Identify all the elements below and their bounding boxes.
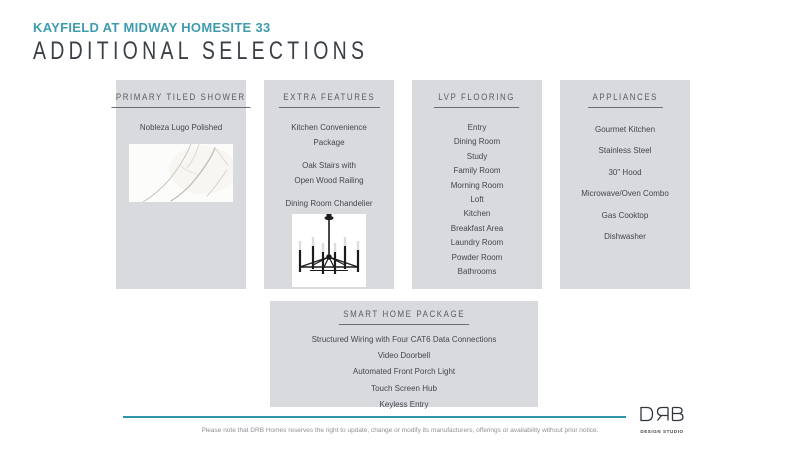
card-title: APPLIANCES xyxy=(588,92,662,108)
flooring-room-list xyxy=(412,121,542,279)
list-item: Laundry Room xyxy=(450,238,504,248)
list-item: Family Room xyxy=(453,166,501,176)
card-title: PRIMARY TILED SHOWER xyxy=(112,92,251,108)
appliance-list xyxy=(560,119,690,247)
list-item: Gourmet Kitchen xyxy=(594,125,656,134)
list-item: Structured Wiring with Four CAT6 Data Connections xyxy=(311,335,497,344)
list-item: Kitchen xyxy=(463,209,491,219)
card-title-wrap xyxy=(116,92,246,108)
list-item: 30" Hood xyxy=(608,167,642,177)
list-item: Bathrooms xyxy=(457,267,497,277)
card-extra-features xyxy=(264,80,394,289)
chandelier-image xyxy=(292,214,366,287)
list-item: Keyless Entry xyxy=(379,399,429,409)
card-title-wrap xyxy=(412,92,542,108)
shower-tile-product-name: Nobleza Lugo Polished xyxy=(139,123,223,132)
drb-design-studio-logo xyxy=(636,406,688,434)
disclaimer-text: Please note that DRB Homes reserves the right to update, change or modify its manufacturers, offerings or availability without prior notice. xyxy=(201,427,599,434)
feature-line: Kitchen Convenience xyxy=(291,123,367,132)
card-title-wrap xyxy=(264,92,394,108)
list-item: Stainless Steel xyxy=(598,146,652,156)
list-item: Gas Cooktop xyxy=(601,210,649,220)
card-title: LVP FLOORING xyxy=(434,92,520,108)
list-item: Dishwasher xyxy=(604,232,646,242)
list-item: Touch Screen Hub xyxy=(371,383,437,393)
list-item: Video Doorbell xyxy=(377,351,431,361)
feature-line: Oak Stairs with xyxy=(302,161,356,170)
card-primary-tiled-shower xyxy=(116,80,246,289)
card-title: SMART HOME PACKAGE xyxy=(339,309,470,325)
card-smart-home-package xyxy=(270,301,538,407)
card-lvp-flooring xyxy=(412,80,542,289)
marble-tile-image xyxy=(129,144,233,202)
list-item: Study xyxy=(466,151,488,161)
list-item: Breakfast Area xyxy=(450,223,504,233)
card-title: EXTRA FEATURES xyxy=(279,92,380,108)
footer-accent-rule xyxy=(123,416,626,418)
list-item: Morning Room xyxy=(450,180,504,190)
logo-subtext: DESIGN STUDIO xyxy=(640,429,684,434)
feature-line: Open Wood Railing xyxy=(294,176,364,185)
page-title: ADDITIONAL SELECTIONS xyxy=(33,37,369,65)
smart-home-list xyxy=(270,332,538,413)
community-homesite-title: KAYFIELD AT MIDWAY HOMESITE 33 xyxy=(33,20,271,35)
card-title-wrap xyxy=(270,309,538,325)
card-appliances xyxy=(560,80,690,289)
card-title-wrap xyxy=(560,92,690,108)
feature-line: Dining Room Chandelier xyxy=(285,199,373,208)
feature-line: Package xyxy=(313,138,345,147)
list-item: Microwave/Oven Combo xyxy=(581,189,669,199)
list-item: Dining Room xyxy=(453,137,501,147)
list-item: Loft xyxy=(470,195,484,205)
header xyxy=(33,20,463,66)
list-item: Entry xyxy=(467,123,487,132)
list-item: Powder Room xyxy=(451,252,503,262)
list-item: Automated Front Porch Light xyxy=(352,367,456,377)
selection-cards-row xyxy=(116,80,690,289)
drb-logo-icon xyxy=(639,406,685,423)
